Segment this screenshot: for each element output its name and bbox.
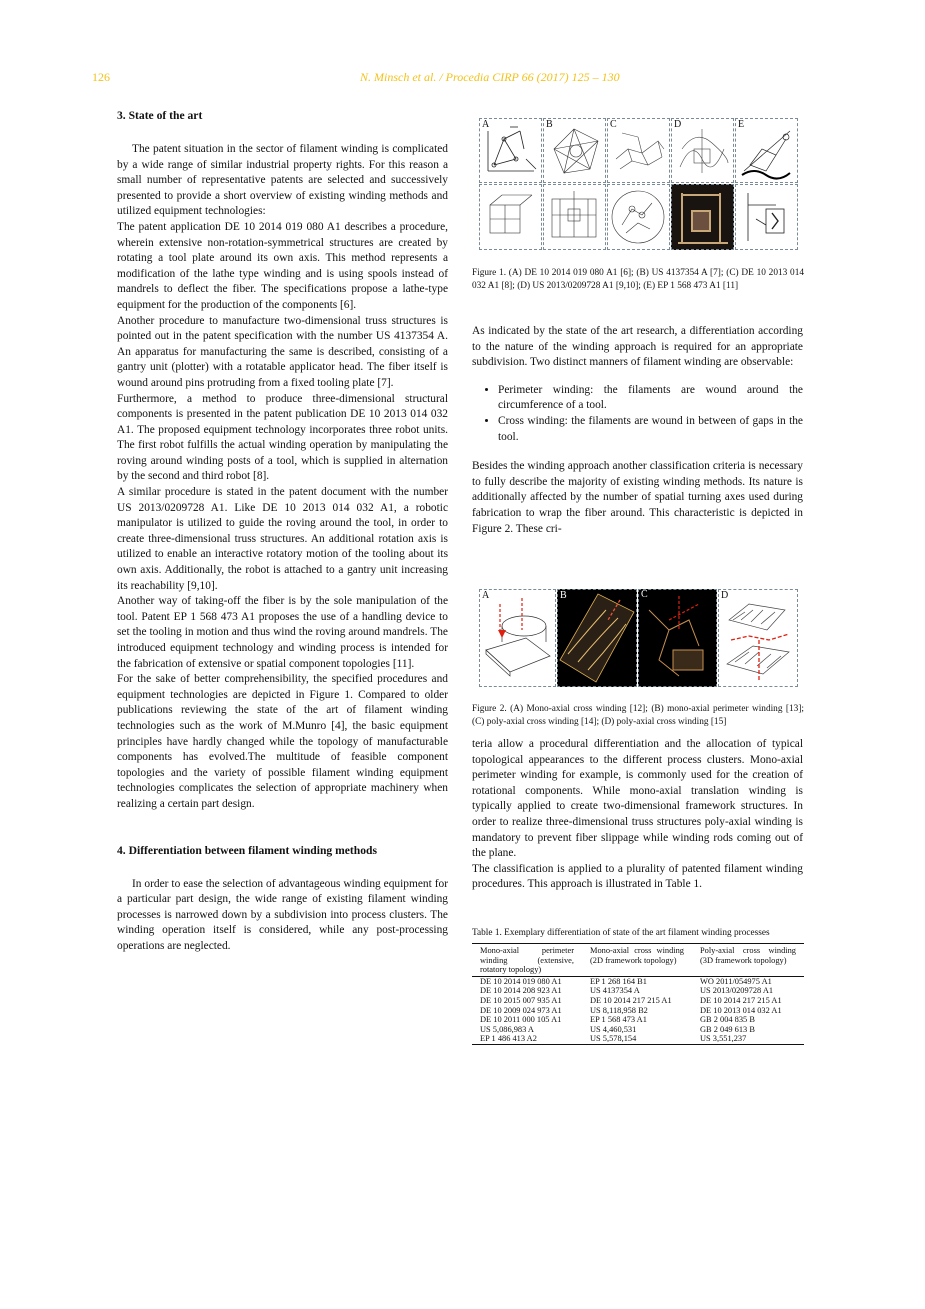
handling-equipment-icon: [736, 185, 797, 249]
robot-cell-icon: [608, 119, 669, 182]
panel-label: A: [482, 119, 490, 130]
figure-2-panel-a: [479, 589, 556, 687]
figure-1: [479, 118, 796, 250]
paragraph: For the sake of better comprehensibility, the specified procedures and equipment technologies are depicted in Figure 1. Compared to older publications reviewing the state of the art of filament winding technologies such as the work of M.Munro [4], the basic equipment principles have hardly changed while the topology of manufacturable components has evolved.The multitude of feasible component topologies and the variety of possible filament winding equipment technologies complicates the selection of appropriate machinery when realizing a certain part design.: [117, 673, 448, 810]
paragraph: Another procedure to manufacture two-dimensional truss structures is pointed out in the patent specification with the number US 4137354 A. An apparatus for manufacturing the same is described, consisting of a gantry unit (plotter) with a rotatable applicator head. The fiber itself is wound around pins protruding from a fixed tooling plate [7].: [117, 314, 448, 389]
figure-2-caption: Figure 2. (A) Mono-axial cross winding [12]; (B) mono-axial perimeter winding [13]; (C) poly-axial cross winding [14]; (D) poly-axial cross winding [15]: [472, 704, 804, 727]
figure-1-caption: Figure 1. (A) DE 10 2014 019 080 A1 [6]; (B) US 4137354 A [7]; (C) DE 10 2013 014 032 A1 [8]; (D) US 2013/0209728 A1 [9,10]; (E) EP 1 568 473 A1 [11]: [472, 268, 804, 291]
section-4-heading: 4. Differentiation between filament winding methods: [117, 843, 377, 857]
figure-1-equipment-photo-a: [479, 184, 542, 250]
mono-axial-perimeter-winding-icon: [558, 590, 636, 686]
paragraph: teria allow a procedural differentiation and the allocation of typical topological appearances to the different process clusters. Mono-axial perimeter winding for example, is commonly used for the creation of rotational components. While mono-axial translation winding is typically applied to create two-dimensional framework structures. In order to realize three-dimensional truss structures poly-axial winding is mandatory to prevent fiber slippage while winding rods coming out of the plane.: [472, 738, 803, 860]
poly-axial-cross-winding-robot-icon: [639, 590, 716, 686]
right-column-lower: [472, 737, 803, 893]
table-row: [472, 1015, 804, 1025]
table-row: [472, 1006, 804, 1016]
table-cell: EP 1 568 473 A1: [590, 1015, 647, 1025]
table-row: [472, 986, 804, 996]
table-cell: DE 10 2014 217 215 A1: [590, 995, 672, 1005]
table-cell: DE 10 2015 007 935 A1: [480, 995, 562, 1005]
table-cell: EP 1 268 164 B1: [590, 976, 647, 986]
paragraph: The patent situation in the sector of filament winding is complicated by a wide range of similar industrial property rights. For this reason a small number of representative patents are selected and successively presented to provide a short overview of existing winding methods and utilized equipment technologies:: [117, 143, 448, 218]
table-cell: US 8,118,958 B2: [590, 1005, 648, 1015]
table-cell: EP 1 486 413 A2: [480, 1034, 537, 1044]
table-cell: DE 10 2014 217 215 A1: [700, 995, 782, 1005]
figure-1-equipment-photo-e: [735, 184, 798, 250]
figure-1-panel-d: [671, 118, 734, 183]
plotter-equipment-icon: [544, 185, 605, 249]
panel-label: C: [610, 119, 617, 130]
page-number: 126: [92, 70, 110, 84]
figure-1-equipment-photo-c: [607, 184, 670, 250]
column-header: Mono-axial perimeter winding (extensive, rotatory topology): [472, 944, 582, 977]
table-cell: DE 10 2011 000 105 A1: [480, 1015, 562, 1025]
paragraph: The patent application DE 10 2014 019 080 A1 describes a procedure, wherein extensive non-rotation-symmetrical structures are created by rotating a tool plate around its own axis. This method represents a modification of the lathe type winding and is using spools instead of mandrels to deflect the fiber. The specifications propose a lathe-type equipment for the production of the components [6].: [117, 220, 448, 311]
robot-winding-icon: [608, 185, 669, 249]
figure-1-equipment-photo-d: [671, 184, 734, 250]
panel-label: D: [721, 590, 729, 601]
paragraph: Another way of taking-off the fiber is by the sole manipulation of the tool. Patent EP 1 568 473 A1 proposes the use of a handling device to set the tooling in motion and thus wind the roving around mandrels. The introduced equipment technology and winding process is intended for the fabrication of extensive or spatial component topologies [11].: [117, 595, 448, 670]
table-cell: US 4,460,531: [590, 1024, 637, 1034]
figure-2-panel-d: [718, 589, 798, 687]
table-cell: US 4137354 A: [590, 986, 640, 996]
poly-axial-cross-winding-tool-icon: [719, 590, 797, 686]
table-cell: DE 10 2014 208 923 A1: [480, 986, 562, 996]
panel-label: D: [674, 119, 682, 130]
table-cell: US 2013/0209728 A1: [700, 986, 774, 996]
figure-1-panel-c: [607, 118, 670, 183]
panel-label: E: [738, 119, 745, 130]
paragraph: In order to ease the selection of advantageous winding equipment for a particular part design, the wide range of existing filament winding processes is narrowed down by a subdivision into process clusters. The winding operation itself is considered, while any post-processing operations are neglected.: [117, 877, 448, 952]
paragraph: As indicated by the state of the art research, a differentiation according to the nature of the winding approach is required for an appropriate subdivision. Two distinct manners of filament winding are observable:: [472, 325, 803, 369]
handling-device-icon: [736, 119, 797, 182]
table-cell: US 5,086,983 A: [480, 1024, 534, 1034]
paragraph: Besides the winding approach another classification criteria is necessary to fully describe the majority of existing winding methods. Its nature is additionally affected by the number of spatial turning axes used during fabrication to wrap the fiber around. This characteristic is depicted in Figure 2. These cri-: [472, 460, 803, 535]
table-cell: GB 2 049 613 B: [700, 1024, 755, 1034]
figure-1-equipment-photo-b: [543, 184, 606, 250]
paragraph: The classification is applied to a plurality of patented filament winding procedures. This approach is illustrated in Table 1.: [472, 862, 803, 891]
figure-2-panel-b: [557, 589, 637, 687]
journal-reference: N. Minsch et al. / Procedia CIRP 66 (2017) 125 – 130: [360, 70, 620, 84]
table-row: [472, 1034, 804, 1044]
list-item: • Cross winding: the filaments are wound in between of gaps in the tool.: [498, 414, 803, 445]
table-row: [472, 996, 804, 1006]
panel-label: B: [546, 119, 553, 130]
gantry-photo-icon: [672, 185, 733, 249]
list-item: • Perimeter winding: the filaments are wound around the circumference of a tool.: [498, 383, 803, 414]
table-row: [472, 1025, 804, 1035]
running-header: [0, 70, 925, 86]
table-cell: DE 10 2009 024 973 A1: [480, 1005, 562, 1015]
panel-label: B: [560, 590, 567, 601]
table-cell: DE 10 2013 014 032 A1: [700, 1005, 782, 1015]
table-1-title: Table 1. Exemplary differentiation of state of the art filament winding processes: [472, 928, 770, 938]
section-3-heading: 3. State of the art: [117, 109, 203, 122]
lathe-equipment-icon: [480, 185, 541, 249]
paragraph: A similar procedure is stated in the patent document with the number US 2013/0209728 A1. Like DE 10 2013 014 032 A1, a robotic manipulator is utilized to guide the roving around the tool, in order to create three-dimensional truss structures. An additional rotation axis is utilized to enable an interactive rotatory motion of the tooling about its own axis. Additionally, the robot is attached to a gantry unit increasing its reachability [9,10].: [117, 486, 448, 592]
winding-types-list: [472, 383, 803, 445]
panel-label: A: [482, 590, 490, 601]
column-header: Poly-axial cross winding (3D framework topology): [692, 944, 804, 977]
table-cell: WO 2011/054975 A1: [700, 976, 772, 986]
table-row: [472, 976, 804, 986]
table-cell: US 3,551,237: [700, 1034, 747, 1044]
figure-2: [479, 589, 796, 687]
table-header-row: [472, 944, 804, 977]
table-cell: US 5,578,154: [590, 1034, 637, 1044]
table-1-grid: [472, 943, 804, 1045]
gantry-plotter-icon: [544, 119, 605, 182]
figure-2-panel-c-label: C: [641, 589, 648, 600]
mono-axial-cross-winding-icon: [480, 590, 555, 686]
table-1: [472, 927, 804, 1045]
left-column: [117, 108, 448, 955]
figure-2-panel-c: [638, 589, 717, 687]
column-header: Mono-axial cross winding (2D framework topology): [582, 944, 692, 977]
right-column-upper: [472, 324, 803, 537]
table-cell: DE 10 2014 019 080 A1: [480, 976, 562, 986]
table-cell: GB 2 004 835 B: [700, 1015, 755, 1025]
figure-1-panel-b: [543, 118, 606, 183]
figure-1-panel-a: [479, 118, 542, 183]
figure-1-panel-e: [735, 118, 798, 183]
paragraph: Furthermore, a method to produce three-dimensional structural components is presented in the patent publication DE 10 2013 014 032 A1. The proposed equipment technology incorporates three robot units. The first robot fulfills the actual winding operation by manipulating the roving around winding posts of a tool, which is supplied in alternation by the second and third robot [8].: [117, 392, 448, 483]
